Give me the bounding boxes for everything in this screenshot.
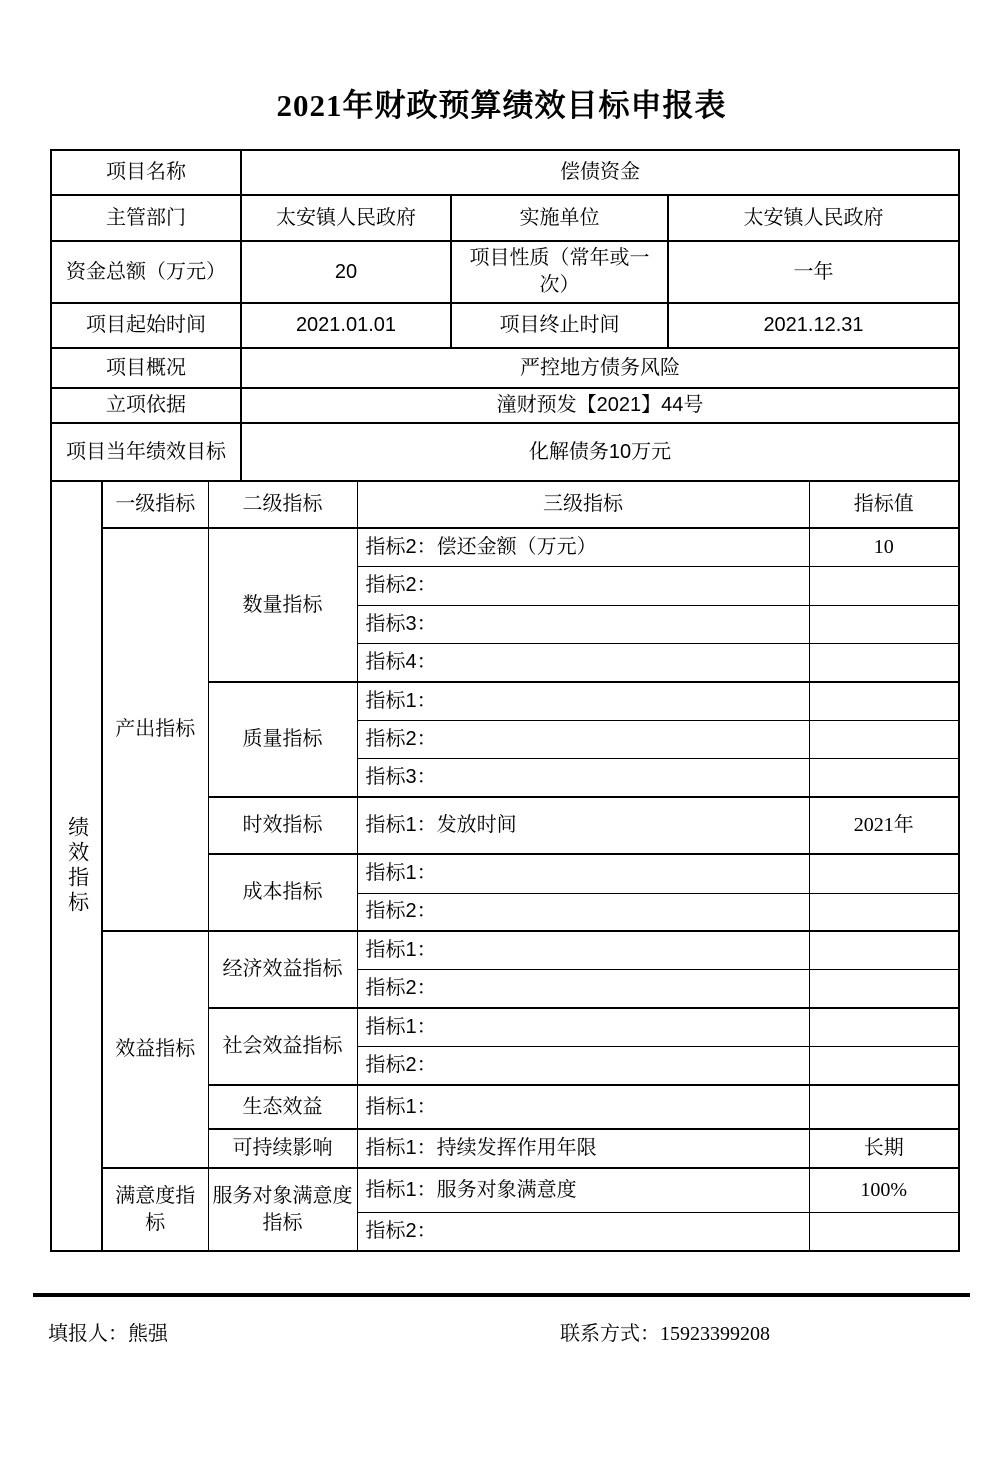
row-annual-goal	[51, 423, 959, 481]
indicator-value	[809, 931, 959, 969]
page-title: 2021年财政预算绩效目标申报表	[276, 88, 727, 123]
total-fund-value: 20	[241, 241, 451, 303]
indicators-table	[50, 480, 960, 1252]
form-tables	[50, 149, 958, 1252]
indicator-label: 指标3：	[357, 605, 809, 643]
indicator-label: 指标1：	[357, 931, 809, 969]
footer	[48, 1317, 1003, 1345]
indicator-label: 指标1：服务对象满意度	[357, 1168, 809, 1212]
indicator-label: 指标1：发放时间	[357, 797, 809, 854]
indicator-row	[51, 528, 959, 566]
level2-service-satisfaction: 服务对象满意度指标	[208, 1168, 357, 1251]
project-info-table	[50, 149, 960, 482]
indicator-label: 指标2：偿还金额（万元）	[357, 528, 809, 566]
header-value: 指标值	[809, 481, 959, 528]
indicator-value	[809, 854, 959, 893]
overview-value: 严控地方债务风险	[241, 348, 959, 388]
level1-output: 产出指标	[102, 528, 208, 931]
contact-field	[560, 1317, 770, 1346]
indicators-header-row	[51, 481, 959, 528]
basis-value: 潼财预发【2021】44号	[241, 388, 959, 423]
project-name-value: 偿债资金	[241, 150, 959, 195]
impl-unit-label: 实施单位	[451, 195, 668, 241]
goal-label: 项目当年绩效目标	[51, 423, 241, 481]
level2-timeliness: 时效指标	[208, 797, 357, 854]
indicator-label: 指标1：	[357, 854, 809, 893]
level2-social: 社会效益指标	[208, 1008, 357, 1085]
filler-field	[48, 1317, 1003, 1346]
indicator-value	[809, 605, 959, 643]
indicator-value	[809, 969, 959, 1008]
indicator-value	[809, 682, 959, 720]
indicator-label: 指标1：	[357, 1085, 809, 1129]
header-level1: 一级指标	[102, 481, 208, 528]
row-departments	[51, 195, 959, 241]
indicator-value	[809, 1085, 959, 1129]
level2-cost: 成本指标	[208, 854, 357, 931]
overview-label: 项目概况	[51, 348, 241, 388]
level2-quantity: 数量指标	[208, 528, 357, 682]
start-date-value: 2021.01.01	[241, 303, 451, 348]
indicator-value	[809, 643, 959, 682]
indicator-label: 指标2：	[357, 969, 809, 1008]
indicators-side-label: 绩效指标	[51, 481, 102, 1251]
basis-label: 立项依据	[51, 388, 241, 423]
contact-label: 联系方式：	[560, 1323, 660, 1345]
indicator-label: 指标3：	[357, 758, 809, 797]
indicator-value	[809, 1212, 959, 1251]
total-fund-label: 资金总额（万元）	[51, 241, 241, 303]
level2-ecological: 生态效益	[208, 1085, 357, 1129]
filler-value: 熊强	[128, 1323, 168, 1345]
indicator-label: 指标4：	[357, 643, 809, 682]
indicator-row	[51, 1168, 959, 1212]
indicator-value	[809, 893, 959, 931]
indicator-value	[809, 1046, 959, 1085]
indicator-value: 2021年	[809, 797, 959, 854]
indicator-label: 指标1：	[357, 682, 809, 720]
nature-value: 一年	[668, 241, 959, 303]
indicator-label: 指标1：持续发挥作用年限	[357, 1129, 809, 1168]
indicator-value	[809, 1008, 959, 1046]
goal-value: 化解债务10万元	[241, 423, 959, 481]
nature-label: 项目性质（常年或一次）	[451, 241, 668, 303]
dept-label: 主管部门	[51, 195, 241, 241]
footer-divider	[33, 1293, 970, 1297]
level1-satisfaction: 满意度指标	[102, 1168, 208, 1251]
header-level3: 三级指标	[357, 481, 809, 528]
start-date-label: 项目起始时间	[51, 303, 241, 348]
indicator-label: 指标2：	[357, 720, 809, 758]
indicator-label: 指标2：	[357, 1046, 809, 1085]
row-overview	[51, 348, 959, 388]
filler-label: 填报人：	[48, 1323, 128, 1345]
row-project-name	[51, 150, 959, 195]
row-fund-nature	[51, 241, 959, 303]
indicator-value: 长期	[809, 1129, 959, 1168]
indicator-value	[809, 566, 959, 605]
level1-benefit: 效益指标	[102, 931, 208, 1168]
contact-value: 15923399208	[660, 1323, 770, 1345]
indicator-row	[51, 931, 959, 969]
indicator-label: 指标2：	[357, 1212, 809, 1251]
project-name-label: 项目名称	[51, 150, 241, 195]
indicator-value: 10	[809, 528, 959, 566]
indicator-label: 指标2：	[357, 566, 809, 605]
end-date-value: 2021.12.31	[668, 303, 959, 348]
end-date-label: 项目终止时间	[451, 303, 668, 348]
row-basis	[51, 388, 959, 423]
level2-quality: 质量指标	[208, 682, 357, 797]
indicator-value	[809, 758, 959, 797]
dept-value: 太安镇人民政府	[241, 195, 451, 241]
indicator-label: 指标2：	[357, 893, 809, 931]
impl-unit-value: 太安镇人民政府	[668, 195, 959, 241]
indicator-label: 指标1：	[357, 1008, 809, 1046]
level2-economic: 经济效益指标	[208, 931, 357, 1008]
row-dates	[51, 303, 959, 348]
header-level2: 二级指标	[208, 481, 357, 528]
level2-sustainability: 可持续影响	[208, 1129, 357, 1168]
indicator-value	[809, 720, 959, 758]
indicator-value: 100%	[809, 1168, 959, 1212]
